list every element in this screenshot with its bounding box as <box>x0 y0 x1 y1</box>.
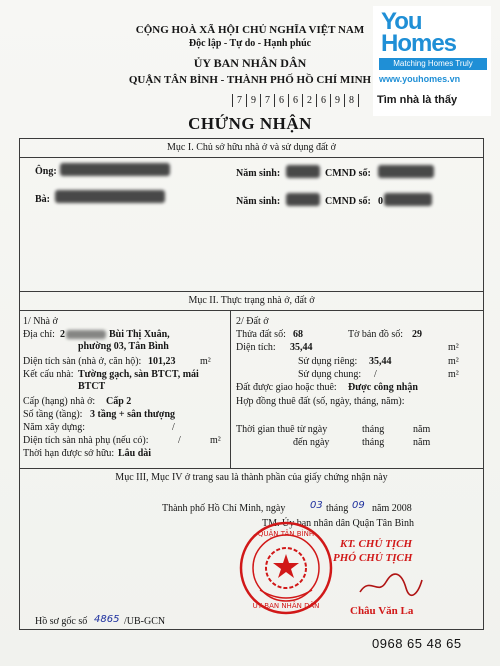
address-street: Bùi Thị Xuân, <box>109 329 170 340</box>
land-area-unit: m² <box>448 342 459 353</box>
serial-digit: 6 <box>289 94 303 107</box>
shared-use-value: / <box>374 369 377 380</box>
logo-you-text: You <box>381 8 422 35</box>
lease-from-label: Thời gian thuê từ ngày <box>236 424 328 435</box>
structure-value-cont: BTCT <box>78 381 106 392</box>
idcard2-label: CMND số: <box>325 196 371 207</box>
logo-website: www.youhomes.vn <box>379 74 461 84</box>
record-number-value: 4865 <box>94 614 120 625</box>
owner-ba-redacted <box>55 190 165 203</box>
aux-area-value: / <box>178 435 181 446</box>
aux-area-unit: m² <box>210 435 221 446</box>
build-year-value: / <box>172 422 175 433</box>
birthyear1-redacted <box>286 165 320 178</box>
address-ward: phường 03, Tân Bình <box>78 341 169 352</box>
ownership-term-label: Thời hạn được sở hữu: <box>23 448 115 459</box>
certificate-title: CHỨNG NHẬN <box>188 114 312 133</box>
vice-signing-line: KT. CHỦ TỊCH <box>340 538 413 550</box>
official-seal <box>238 520 334 616</box>
birthyear1-label: Năm sinh: <box>236 168 281 179</box>
private-use-value: 35,44 <box>369 356 392 367</box>
idcard1-label: CMND số: <box>325 168 371 179</box>
lease-contract-label: Hợp đồng thuê đất (số, ngày, tháng, năm): <box>236 396 405 407</box>
address-number: 2 <box>60 329 65 340</box>
serial-digit: 6 <box>275 94 289 107</box>
private-use-unit: m² <box>448 356 459 367</box>
national-title: CỘNG HOÀ XÃ HỘI CHỦ NGHĨA VIỆT NAM <box>135 24 365 36</box>
idcard1-redacted <box>378 165 434 178</box>
logo-slogan: Tìm nhà là thấy <box>377 94 458 106</box>
private-use-label: Sử dụng riêng: <box>298 356 358 367</box>
land-heading: 2/ Đất ở <box>236 316 269 327</box>
lease-from-year: năm <box>413 424 431 435</box>
birthyear2-label: Năm sinh: <box>236 196 281 207</box>
floors-label: Số tầng (tầng): <box>23 409 83 420</box>
signature-month-label: tháng <box>326 503 349 514</box>
section2-heading: Mục II. Thực trạng nhà ở, đất ở <box>19 291 484 311</box>
owner-ba-label: Bà: <box>35 194 50 205</box>
logo-homes-text: Homes <box>381 30 457 57</box>
serial-number-boxes <box>232 94 359 107</box>
column-divider <box>230 311 231 468</box>
signature-year: năm 2008 <box>372 503 412 514</box>
floor-area-value: 101,23 <box>148 356 176 367</box>
section3-note: Mục III, Mục IV ở trang sau là thành phần của giấy chứng nhận này <box>19 468 484 487</box>
youhomes-logo <box>373 6 491 116</box>
grade-value: Cấp 2 <box>106 396 132 407</box>
serial-digit: 2 <box>303 94 317 107</box>
floors-value: 3 tầng + sân thượng <box>90 409 176 420</box>
land-area-label: Diện tích: <box>236 342 276 353</box>
map-sheet-label: Tờ bản đồ số: <box>348 329 404 340</box>
signer-name: Châu Văn La <box>350 605 414 617</box>
map-sheet-value: 29 <box>412 329 422 340</box>
contact-phone: 0968 65 48 65 <box>372 636 462 651</box>
birthyear2-redacted <box>286 193 320 206</box>
aux-area-label: Diện tích sàn nhà phụ (nếu có): <box>23 435 149 446</box>
signature-month: 09 <box>352 500 365 511</box>
address-label: Địa chỉ: <box>23 329 55 340</box>
land-area-value: 35,44 <box>290 342 313 353</box>
owner-ong-redacted <box>60 163 170 176</box>
lease-from-month: tháng <box>362 424 385 435</box>
serial-digit: 7 <box>232 94 247 107</box>
idcard2-redacted <box>384 193 432 206</box>
ownership-term-value: Lâu dài <box>118 448 152 459</box>
serial-digit: 6 <box>317 94 331 107</box>
record-number-suffix: /UB-GCN <box>124 616 166 627</box>
record-number-label: Hồ sơ gốc số <box>35 616 88 627</box>
serial-digit: 8 <box>345 94 359 107</box>
lease-to-label: đến ngày <box>293 437 330 448</box>
signature-day: 03 <box>310 500 323 511</box>
structure-value: Tường gạch, sàn BTCT, mái <box>78 369 199 380</box>
shared-use-label: Sử dụng chung: <box>298 369 362 380</box>
address-redacted <box>66 330 106 339</box>
floor-area-unit: m² <box>200 356 211 367</box>
svg-text:QUẬN TÂN BÌNH: QUẬN TÂN BÌNH <box>257 530 315 538</box>
allocation-value: Được công nhận <box>348 382 418 393</box>
plot-number-label: Thửa đất số: <box>236 329 286 340</box>
idcard2-prefix: 0 <box>378 196 383 207</box>
vice-chairman-title: PHÓ CHỦ TỊCH <box>333 552 413 564</box>
handwritten-signature <box>356 572 426 600</box>
district-title: QUẬN TÂN BÌNH - THÀNH PHỐ HỒ CHÍ MINH <box>128 74 372 86</box>
serial-digit: 9 <box>247 94 261 107</box>
owner-ong-label: Ông: <box>35 166 57 177</box>
logo-tagline: Matching Homes Truly <box>379 58 487 70</box>
place-date-label: Thành phố Hồ Chí Minh, ngày <box>162 503 286 514</box>
floor-area-label: Diện tích sàn (nhà ở, căn hộ): <box>23 356 142 367</box>
svg-text:ỦY BAN NHÂN DÂN: ỦY BAN NHÂN DÂN <box>252 602 320 610</box>
plot-number-value: 68 <box>293 329 303 340</box>
build-year-label: Năm xây dựng: <box>23 422 86 433</box>
signature-tm-line: TM. Ủy ban nhân dân Quận Tân Bình <box>262 518 415 529</box>
allocation-label: Đất được giao hoặc thuê: <box>236 382 337 393</box>
serial-digit: 7 <box>261 94 275 107</box>
grade-label: Cấp (hạng) nhà ở: <box>23 396 96 407</box>
house-heading: 1/ Nhà ở <box>23 316 58 327</box>
national-motto: Độc lập - Tự do - Hạnh phúc <box>188 38 312 49</box>
section1-heading: Mục I. Chủ sở hữu nhà ở và sử dụng đất ở <box>19 138 484 158</box>
serial-digit: 9 <box>331 94 345 107</box>
lease-to-year: năm <box>413 437 431 448</box>
shared-use-unit: m² <box>448 369 459 380</box>
lease-to-month: tháng <box>362 437 385 448</box>
committee-title: ỦY BAN NHÂN DÂN <box>193 56 307 70</box>
structure-label: Kết cấu nhà: <box>23 369 74 380</box>
